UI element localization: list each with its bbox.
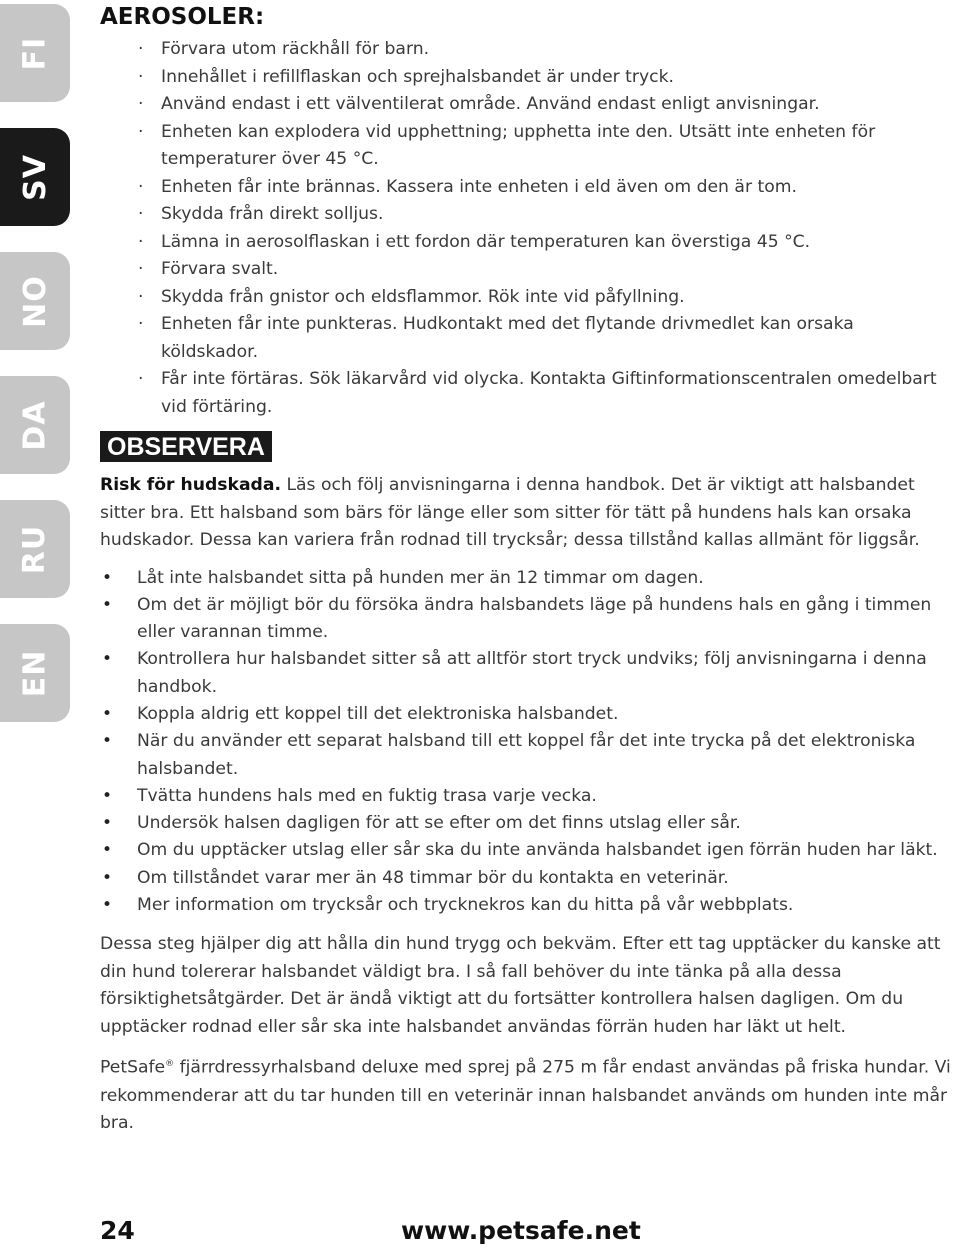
list-item: • Undersök halsen dagligen för att se efter om det finns utslag eller sår. (100, 810, 955, 837)
tab-no[interactable] (0, 252, 70, 350)
list-item: • Låt inte halsbandet sitta på hunden mer än 12 timmar om dagen. (100, 565, 955, 592)
list-item: · Skydda från gnistor och eldsflammor. Rök inte vid påfyllning. (100, 284, 955, 312)
final-text: fjärrdressyrhalsband deluxe med sprej på 275 m får endast användas på friska hundar. Vi rekommenderar att du tar hunden till en veterinär innan halsbandet används om hunden inte mår bra. (100, 1058, 951, 1134)
list-item: • När du använder ett separat halsband till ett koppel får det inte trycka på det elektroniska halsbandet. (100, 728, 955, 783)
list-item: · Innehållet i refillflaskan och sprejhalsbandet är under tryck. (100, 64, 955, 92)
dot-bullet: · (138, 121, 144, 142)
dot-bullet: · (138, 39, 144, 59)
risk-text: Läs och följ anvisningarna i denna handbok. Det är viktigt att halsbandet sitter bra. Ett halsband som bärs för länge eller som sitter för tätt på hundens hals kan orsaka hudskador. Dessa kan variera från rodnad till trycksår; dessa tillstånd kallas allmänt för liggsår. (100, 475, 920, 550)
bullet-icon: • (102, 867, 113, 888)
list-item: • Om tillståndet varar mer än 48 timmar bör du kontakta en veterinär. (100, 865, 955, 892)
brand-name: PetSafe (100, 1058, 166, 1079)
list-item: · Får inte förtäras. Sök läkarvård vid olycka. Kontakta Giftinformationscentralen omedelbart vid förtäring. (100, 366, 955, 421)
dot-bullet: · (138, 369, 144, 389)
notice-list (100, 565, 955, 920)
risk-paragraph (100, 472, 955, 555)
dot-bullet: · (138, 66, 144, 87)
final-paragraph (100, 1051, 955, 1137)
bullet-icon: • (102, 813, 113, 834)
tab-ru[interactable] (0, 500, 70, 598)
tab-label: SV (17, 153, 53, 201)
dot-bullet: · (138, 259, 144, 279)
dot-bullet: · (138, 314, 144, 334)
list-item: • Koppla aldrig ett koppel till det elektroniska halsbandet. (100, 701, 955, 728)
tab-fi[interactable] (0, 4, 70, 102)
tab-label: DA (17, 399, 53, 451)
list-item: • Om det är möjligt bör du försöka ändra halsbandets läge på hundens hals en gång i timmen eller varannan timme. (100, 592, 955, 647)
page-number: 24 (100, 1216, 135, 1245)
dot-bullet: · (138, 94, 144, 114)
list-item: · Förvara utom räckhåll för barn. (100, 36, 955, 64)
list-item: · Förvara svalt. (100, 256, 955, 284)
tab-label: FI (17, 36, 53, 70)
dot-bullet: · (138, 231, 144, 252)
registered-mark: ® (165, 1059, 175, 1070)
list-item: • Tvätta hundens hals med en fuktig trasa varje vecka. (100, 783, 955, 810)
aerosol-list (100, 36, 955, 421)
main-content (100, 4, 955, 1138)
tab-label: NO (17, 274, 53, 328)
bullet-icon: • (102, 840, 113, 861)
bullet-icon: • (102, 731, 113, 752)
risk-title: Risk för hudskada. (100, 475, 281, 495)
bullet-icon: • (102, 895, 113, 916)
tab-label: EN (17, 649, 53, 697)
list-item: · Enheten kan explodera vid upphettning; upphetta inte den. Utsätt inte enheten för temperaturer över 45 °C. (100, 119, 955, 174)
bullet-icon: • (102, 785, 113, 806)
list-item: · Enheten får inte punkteras. Hudkontakt med det flytande drivmedlet kan orsaka köldskador. (100, 311, 955, 366)
list-item: · Skydda från direkt solljus. (100, 201, 955, 229)
tab-en[interactable] (0, 624, 70, 722)
list-item: · Enheten får inte brännas. Kassera inte enheten i eld även om den är tom. (100, 174, 955, 202)
aerosol-heading: AEROSOLER: (100, 4, 265, 30)
dot-bullet: · (138, 286, 144, 307)
footer-url: www.petsafe.net (401, 1216, 641, 1245)
tab-sv[interactable] (0, 128, 70, 226)
observera-badge: OBSERVERA (100, 431, 272, 462)
tab-label: RU (17, 524, 53, 574)
tab-da[interactable] (0, 376, 70, 474)
dot-bullet: · (138, 176, 144, 197)
list-item: · Använd endast i ett välventilerat område. Använd endast enligt anvisningar. (100, 91, 955, 119)
spacer (100, 1041, 955, 1051)
bullet-icon: • (102, 594, 113, 615)
bullet-icon: • (102, 649, 113, 670)
list-item: • Mer information om trycksår och trycknekros kan du hitta på vår webbplats. (100, 892, 955, 919)
list-item: · Lämna in aerosolflaskan i ett fordon där temperaturen kan överstiga 45 °C. (100, 229, 955, 257)
list-item: • Kontrollera hur halsbandet sitter så att alltför stort tryck undviks; följ anvisningarna i denna handbok. (100, 646, 955, 701)
dot-bullet: · (138, 204, 144, 224)
bullet-icon: • (102, 703, 113, 724)
closing-paragraph: Dessa steg hjälper dig att hålla din hund trygg och bekväm. Efter ett tag upptäcker du kanske att din hund tolererar halsbandet väldigt bra. I så fall behöver du inte tänka på alla dessa försiktighetsåtgärder. Det är ändå viktigt att du fortsätter kontrollera halsen dagligen. Om du upptäcker rodnad eller sår ska inte halsbandet användas förrän huden har läkt ut helt. (100, 934, 941, 1037)
bullet-icon: • (102, 567, 113, 588)
list-item: • Om du upptäcker utslag eller sår ska du inte använda halsbandet igen förrän huden har läkt. (100, 837, 955, 864)
